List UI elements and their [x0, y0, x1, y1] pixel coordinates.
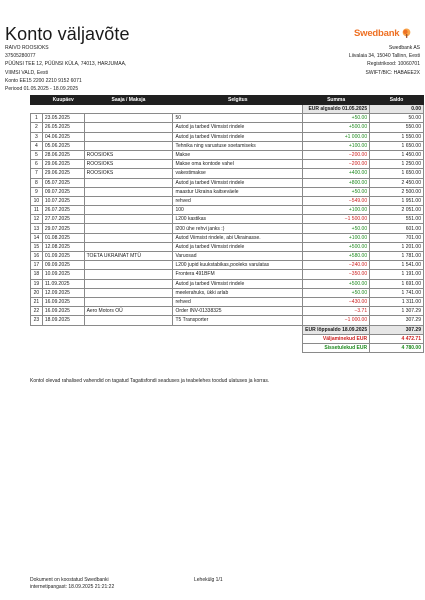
row-description: L200 kastikas: [173, 215, 303, 224]
row-amount: +580.00: [303, 252, 370, 261]
holder-id-code: 37505280077: [5, 53, 36, 60]
row-description: maastur Ukraina kaitseväele: [173, 187, 303, 196]
footer-line-2: internetipangast: 18.09.2025 21:21:22: [30, 584, 115, 590]
incoming-spacer: [31, 343, 303, 352]
row-date: 18.09.2025: [42, 316, 84, 325]
row-date: 10.07.2025: [42, 196, 84, 205]
outgoing-total-row: [31, 334, 424, 343]
outgoing-total-value: 4 472.71: [370, 334, 424, 343]
row-party: [84, 215, 173, 224]
row-party: [84, 132, 173, 141]
statement-period: Periood 01.05.2025 - 18.09.2025: [5, 86, 79, 93]
row-description: Autod ja tarbed Viimsist rindele: [173, 178, 303, 187]
row-number: 8: [31, 178, 43, 187]
table-row: [31, 141, 424, 150]
opening-spacer: [31, 105, 303, 114]
col-header-date: Kuupäev: [42, 96, 84, 105]
row-balance: 1 650.00: [370, 169, 424, 178]
row-balance: 701.00: [370, 233, 424, 242]
table-row: [31, 169, 424, 178]
row-balance: 1 951.00: [370, 196, 424, 205]
row-description: rehved: [173, 196, 303, 205]
row-amount: +500.00: [303, 279, 370, 288]
row-date: 26.07.2025: [42, 206, 84, 215]
row-number: 15: [31, 242, 43, 251]
row-description: Autod ja tarbed Viimsist rindele: [173, 132, 303, 141]
row-number: 3: [31, 132, 43, 141]
bank-address: Liivalaia 34, 15040 Tallinn, Eesti: [348, 53, 420, 60]
table-row: [31, 123, 424, 132]
transactions-table: [30, 95, 424, 353]
opening-balance-label: EUR algsaldo 01.05.2025: [303, 105, 370, 114]
bank-info: [349, 44, 420, 77]
swedbank-oak-icon: [401, 28, 412, 39]
page-title: Konto väljavõte: [5, 24, 130, 44]
row-number: 18: [31, 270, 43, 279]
row-amount: +500.00: [303, 242, 370, 251]
closing-spacer: [31, 325, 303, 334]
row-number: 23: [31, 316, 43, 325]
row-balance: 2 500.00: [370, 187, 424, 196]
row-date: 09.07.2025: [42, 187, 84, 196]
row-party: [84, 187, 173, 196]
row-amount: +100.00: [303, 233, 370, 242]
row-amount: −1 500.00: [303, 215, 370, 224]
col-header-balance: Saldo: [370, 96, 424, 105]
row-date: 29.07.2025: [42, 224, 84, 233]
footer-page-number: Lehekülg 1/1: [194, 577, 223, 583]
deposit-guarantee-notice: Kontol olevad rahalised vahendid on tagatud Tagatisfondi seaduses ja teabelehes toodud ulatuses ja korras.: [30, 378, 270, 384]
table-row: [31, 114, 424, 123]
col-header-amount: Summa: [303, 96, 370, 105]
row-description: T5 Transporter: [173, 316, 303, 325]
holder-address-2: VIIMSI VALD, Eesti: [5, 69, 48, 76]
row-amount: −200.00: [303, 160, 370, 169]
row-party: [84, 242, 173, 251]
row-amount: +100.00: [303, 141, 370, 150]
table-row: [31, 242, 424, 251]
row-balance: 550.00: [370, 123, 424, 132]
row-number: 11: [31, 206, 43, 215]
holder-address-1: PÜÜNSI TEE 12, PÜÜNSI KÜLA, 74013, HARJUMAA,: [5, 61, 127, 68]
row-date: 29.06.2025: [42, 169, 84, 178]
row-party: [84, 270, 173, 279]
row-party: [84, 114, 173, 123]
row-date: 23.05.2025: [42, 114, 84, 123]
row-number: 17: [31, 261, 43, 270]
row-date: 26.05.2025: [42, 123, 84, 132]
row-description: Makse oma kontode vahel: [173, 160, 303, 169]
row-party: TOETA UKRAINAT MTÜ: [84, 252, 173, 261]
row-number: 9: [31, 187, 43, 196]
row-balance: 1 550.00: [370, 132, 424, 141]
row-balance: 601.00: [370, 224, 424, 233]
swedbank-logo: [354, 26, 424, 40]
row-amount: −430.00: [303, 297, 370, 306]
table-row: [31, 279, 424, 288]
row-balance: 1 541.00: [370, 261, 424, 270]
row-number: 22: [31, 307, 43, 316]
row-balance: 1 250.00: [370, 160, 424, 169]
row-date: 29.06.2025: [42, 160, 84, 169]
logo-text: Swedbank: [354, 27, 400, 39]
row-number: 16: [31, 252, 43, 261]
row-number: 14: [31, 233, 43, 242]
row-amount: −3.71: [303, 307, 370, 316]
holder-name: RAIVO ROOSIOKS: [5, 45, 49, 51]
row-date: 16.09.2025: [42, 297, 84, 306]
row-balance: 1 191.00: [370, 270, 424, 279]
account-holder-info: [5, 44, 126, 93]
row-balance: 1 307.29: [370, 307, 424, 316]
bank-name: Swedbank AS: [388, 45, 420, 51]
row-party: [84, 206, 173, 215]
table-row: [31, 196, 424, 205]
row-number: 7: [31, 169, 43, 178]
row-number: 2: [31, 123, 43, 132]
row-amount: −1 000.00: [303, 316, 370, 325]
row-amount: −549.00: [303, 196, 370, 205]
row-description: Varuosad: [173, 252, 303, 261]
outgoing-total-label: Väljaminekud EUR: [303, 334, 370, 343]
incoming-total-label: Sissetulekud EUR: [303, 343, 370, 352]
bank-reg-code: Registrikood: 10060701: [367, 61, 420, 68]
row-party: ROOSIOKS: [84, 160, 173, 169]
transactions-body: [31, 105, 424, 326]
table-row: [31, 187, 424, 196]
row-number: 1: [31, 114, 43, 123]
closing-balance-value: 307.29: [370, 325, 424, 334]
table-row: [31, 224, 424, 233]
row-description: Makse: [173, 150, 303, 159]
row-balance: 1 311.00: [370, 297, 424, 306]
row-balance: 307.29: [370, 316, 424, 325]
row-date: 12.09.2025: [42, 288, 84, 297]
row-amount: +400.00: [303, 169, 370, 178]
row-number: 5: [31, 150, 43, 159]
incoming-total-value: 4 780.00: [370, 343, 424, 352]
row-date: 10.09.2025: [42, 270, 84, 279]
table-row: [31, 132, 424, 141]
row-description: rehved: [173, 297, 303, 306]
table-row: [31, 297, 424, 306]
row-amount: +50.00: [303, 224, 370, 233]
row-number: 13: [31, 224, 43, 233]
table-row: [31, 206, 424, 215]
row-party: [84, 178, 173, 187]
row-date: 16.09.2025: [42, 307, 84, 316]
table-row: [31, 178, 424, 187]
row-date: 28.06.2025: [42, 150, 84, 159]
row-number: 12: [31, 215, 43, 224]
row-party: [84, 141, 173, 150]
row-number: 20: [31, 288, 43, 297]
table-row: [31, 307, 424, 316]
row-balance: 1 450.00: [370, 150, 424, 159]
table-row: [31, 261, 424, 270]
row-date: 11.09.2025: [42, 279, 84, 288]
row-date: 12.08.2025: [42, 242, 84, 251]
row-date: 05.06.2025: [42, 141, 84, 150]
table-row: [31, 233, 424, 242]
row-balance: 551.00: [370, 215, 424, 224]
row-date: 04.06.2025: [42, 132, 84, 141]
col-header-no: [31, 96, 43, 105]
bank-swift: SWIFT/BIC: HABAEE2X: [365, 69, 420, 76]
row-number: 10: [31, 196, 43, 205]
closing-balance-label: EUR lõppsaldo 18.09.2025: [303, 325, 370, 334]
account-number: Konto EE15 2200 2210 9152 6071: [5, 77, 82, 84]
row-party: [84, 297, 173, 306]
row-balance: 2 051.00: [370, 206, 424, 215]
row-description: 50: [173, 114, 303, 123]
row-party: [84, 261, 173, 270]
row-description: Frontera 491BFM: [173, 270, 303, 279]
row-balance: 1 741.00: [370, 288, 424, 297]
row-description: vakestimakse: [173, 169, 303, 178]
table-header-row: [31, 96, 424, 105]
row-party: [84, 123, 173, 132]
row-description: Tehnika ning varustuse soetamiseks: [173, 141, 303, 150]
outgoing-spacer: [31, 334, 303, 343]
row-amount: +50.00: [303, 288, 370, 297]
closing-balance-row: [31, 325, 424, 334]
row-amount: +1 000.00: [303, 132, 370, 141]
footer-line-1: Dokument on koostatud Swedbanki: [30, 577, 109, 583]
row-amount: +800.00: [303, 178, 370, 187]
row-party: [84, 196, 173, 205]
row-balance: 1 650.00: [370, 141, 424, 150]
row-balance: 1 781.00: [370, 252, 424, 261]
row-amount: −240.00: [303, 261, 370, 270]
row-party: [84, 279, 173, 288]
col-header-description: Selgitus: [173, 96, 303, 105]
row-amount: +500.00: [303, 123, 370, 132]
row-date: 27.07.2025: [42, 215, 84, 224]
row-party: [84, 316, 173, 325]
row-date: 05.07.2025: [42, 178, 84, 187]
table-row: [31, 160, 424, 169]
row-date: 01.09.2025: [42, 252, 84, 261]
row-amount: +50.00: [303, 187, 370, 196]
row-number: 21: [31, 297, 43, 306]
row-description: Autod Viimsist rindele, abi Ukrainasse.: [173, 233, 303, 242]
row-number: 19: [31, 279, 43, 288]
table-row: [31, 270, 424, 279]
table-row: [31, 252, 424, 261]
row-party: ROOSIOKS: [84, 150, 173, 159]
row-amount: +50.00: [303, 114, 370, 123]
row-description: L200 jupid kuukstabikas,pooleks varulatas: [173, 261, 303, 270]
incoming-total-row: [31, 343, 424, 352]
row-description: Autod ja tarbed Viimsist rindele: [173, 123, 303, 132]
row-amount: −200.00: [303, 150, 370, 159]
footer-generated-info: [30, 577, 114, 591]
row-party: ROOSIOKS: [84, 169, 173, 178]
row-description: Order INV-01338325: [173, 307, 303, 316]
row-description: Autod ja tarbed Viimsist rindele: [173, 279, 303, 288]
opening-balance-value: 0.00: [370, 105, 424, 114]
row-balance: 1 691.00: [370, 279, 424, 288]
row-number: 6: [31, 160, 43, 169]
row-description: meelerahuks, ükki arlab: [173, 288, 303, 297]
row-party: [84, 233, 173, 242]
row-amount: +100.00: [303, 206, 370, 215]
row-party: [84, 288, 173, 297]
row-description: l200 ühe rehvi janks :): [173, 224, 303, 233]
row-balance: 50.00: [370, 114, 424, 123]
row-balance: 2 450.00: [370, 178, 424, 187]
row-date: 09.09.2025: [42, 261, 84, 270]
row-description: 100: [173, 206, 303, 215]
col-header-party: Saaja / Maksja: [84, 96, 173, 105]
row-party: [84, 224, 173, 233]
row-amount: −350.00: [303, 270, 370, 279]
table-row: [31, 150, 424, 159]
table-row: [31, 316, 424, 325]
table-row: [31, 288, 424, 297]
table-row: [31, 215, 424, 224]
row-description: Autod ja tarbed Viimsist rindele: [173, 242, 303, 251]
row-balance: 1 201.00: [370, 242, 424, 251]
row-number: 4: [31, 141, 43, 150]
row-date: 01.08.2025: [42, 233, 84, 242]
opening-balance-row: [31, 105, 424, 114]
row-party: Aero Motors OÜ: [84, 307, 173, 316]
